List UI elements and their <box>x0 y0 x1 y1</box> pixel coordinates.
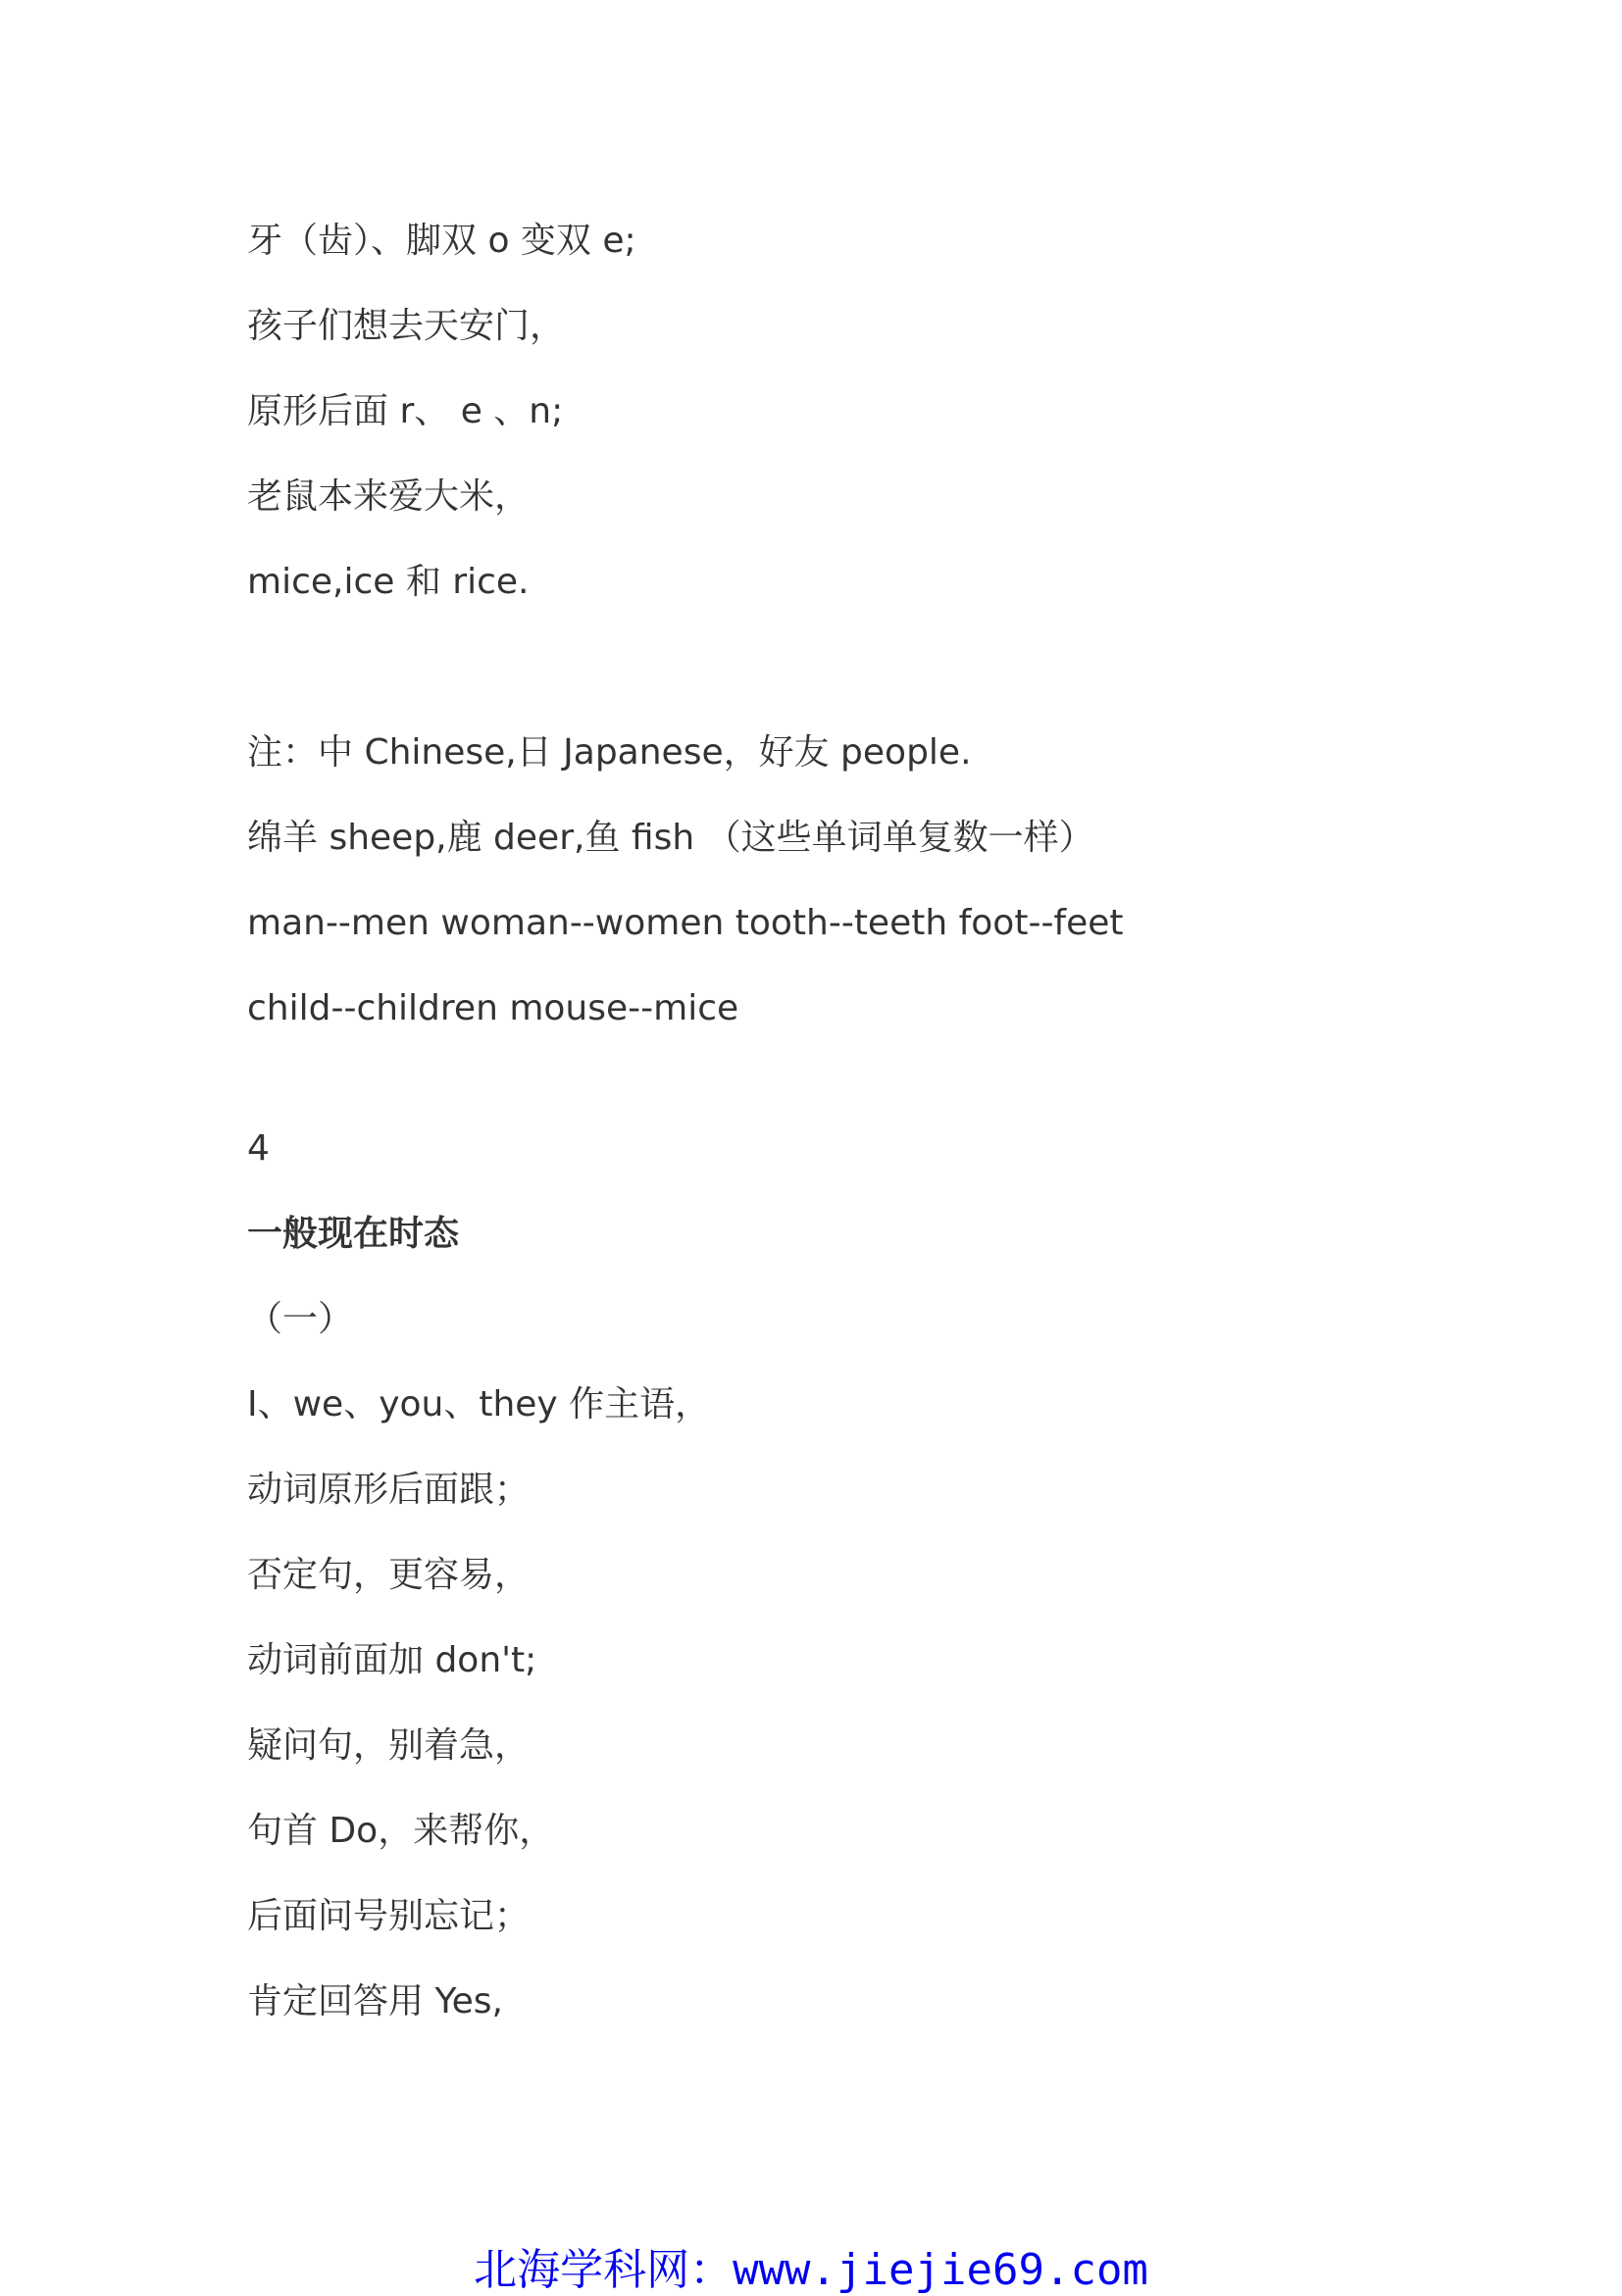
note-line: 注：中 Chinese,日 Japanese，好友 people. <box>247 732 972 773</box>
text-line: 孩子们想去天安门， <box>247 306 566 346</box>
footer-watermark <box>0 2245 1622 2296</box>
text-line: 老鼠本来爱大米， <box>247 476 531 517</box>
text-line: 原形后面 r、 e 、n; <box>247 391 564 431</box>
text-line: mice,ice 和 rice. <box>247 562 530 602</box>
text-line: 绵羊 sheep,鹿 deer,鱼 fish （这些单词单复数一样） <box>247 818 1094 858</box>
subsection-label: （一） <box>247 1299 354 1339</box>
section-number: 4 <box>247 1128 270 1169</box>
text-line: man--men woman--women tooth--teeth foot--feet <box>247 903 1124 943</box>
text-line: 动词前面加 don't; <box>247 1640 537 1680</box>
text-line: 后面问号别忘记； <box>247 1896 531 1936</box>
text-line: 否定句，更容易， <box>247 1555 531 1595</box>
section-heading: 一般现在时态 <box>247 1214 460 1254</box>
footer-url-link[interactable]: www.jiejie69.com <box>733 2245 1148 2295</box>
text-line: 疑问句，别着急， <box>247 1725 531 1766</box>
text-line: 句首 Do，来帮你， <box>247 1811 555 1851</box>
footer-label: 北海学科网： <box>474 2245 734 2295</box>
text-line: 牙（齿）、脚双 o 变双 e; <box>247 221 636 261</box>
text-line: 动词原形后面跟； <box>247 1470 531 1510</box>
text-line: I、we、you、they 作主语， <box>247 1384 711 1424</box>
text-line: child--children mouse--mice <box>247 988 739 1028</box>
text-line: 肯定回答用 Yes, <box>247 1981 504 2021</box>
